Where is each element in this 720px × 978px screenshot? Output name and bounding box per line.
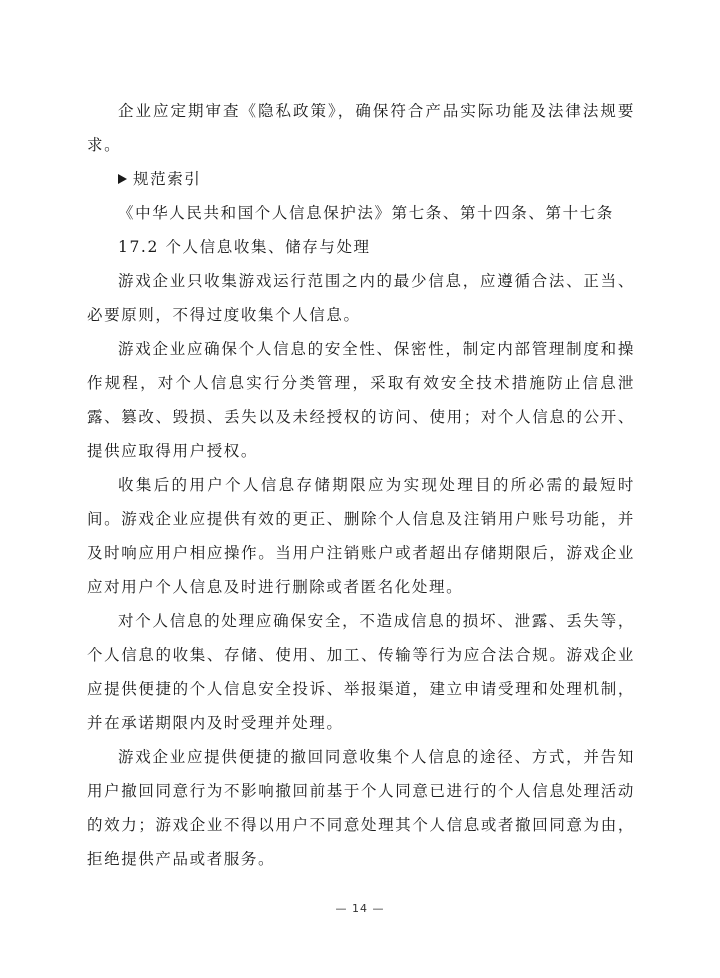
paragraph-consent-withdrawal: 游戏企业应提供便捷的撤回同意收集个人信息的途径、方式，并告知用户撤回同意行为不影响撤回前基于个人同意已进行的个人信息处理活动的效力；游戏企业不得以用户不同意处理其个人信息或者撤回同意为由，拒绝提供产品或者服务。 — [87, 748, 635, 868]
index-heading — [87, 162, 635, 196]
paragraph-privacy-review: 企业应定期审查《隐私政策》，确保符合产品实际功能及法律法规要求。 — [87, 102, 635, 154]
paragraph-storage-period: 收集后的用户个人信息存储期限应为实现处理目的所必需的最短时间。游戏企业应提供有效的更正、删除个人信息及注销用户账号功能，并及时响应用户相应操作。当用户注销账户或者超出存储期限后，游戏企业应对用户个人信息及时进行删除或者匿名化处理。 — [87, 476, 635, 596]
index-heading-label: 规范索引 — [133, 170, 202, 188]
page-number: — 14 — — [335, 902, 385, 915]
law-reference: 《中华人民共和国个人信息保护法》第七条、第十四条、第十七条 — [118, 204, 614, 222]
paragraph-security-measures: 游戏企业应确保个人信息的安全性、保密性，制定内部管理制度和操作规程，对个人信息实行分类管理，采取有效安全技术措施防止信息泄露、篡改、毁损、丢失以及未经授权的访问、使用；对个人信息的公开、提供应取得用户授权。 — [87, 340, 635, 460]
section-title: 17.2 个人信息收集、储存与处理 — [118, 238, 371, 256]
paragraph-processing-security: 对个人信息的处理应确保安全，不造成信息的损坏、泄露、丢失等，个人信息的收集、存储、使用、加工、传输等行为应合法合规。游戏企业应提供便捷的个人信息安全投诉、举报渠道，建立申请受理和处理机制，并在承诺期限内及时受理并处理。 — [87, 612, 635, 732]
arrow-bullet-icon — [118, 174, 127, 184]
page-body — [87, 94, 635, 876]
paragraph-minimal-collection: 游戏企业只收集游戏运行范围之内的最少信息，应遵循合法、正当、必要原则，不得过度收集个人信息。 — [87, 272, 635, 324]
